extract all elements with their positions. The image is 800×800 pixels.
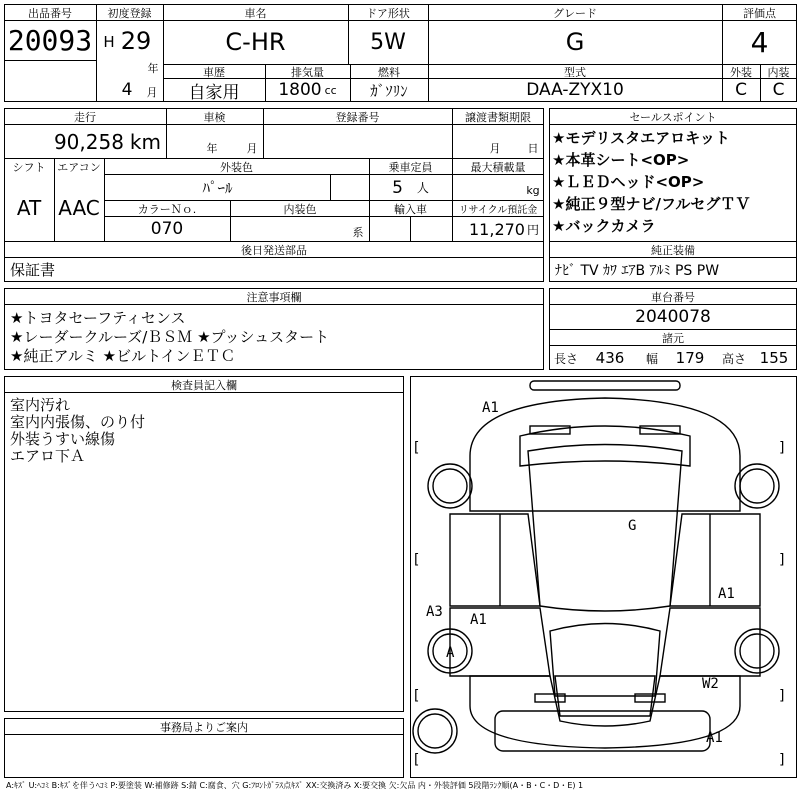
sales-points-label: セールスポイント — [550, 109, 796, 124]
max-load-unit: kg — [524, 182, 542, 198]
model: DAA-ZYX10 — [526, 80, 624, 100]
specs-label: 諸元 — [550, 330, 796, 345]
equipment: ﾅﾋﾞ TV ｶﾜ ｴｱB ｱﾙﾐ PS PW — [555, 262, 720, 279]
model-label: 型式 — [429, 65, 721, 78]
sales-point-1: ★モデリスタエアロキット — [552, 129, 730, 147]
month-unit: 月 — [144, 84, 160, 100]
mileage-unit: km — [129, 129, 161, 154]
inspector-line-2: 室内内張傷、のり付 — [10, 413, 146, 431]
notes-label: 注意事項欄 — [5, 289, 543, 304]
color-no: 070 — [150, 219, 184, 239]
sales-point-2: ★本革シート<OP> — [552, 151, 690, 169]
legend: A:ｷｽﾞ U:ﾍｺﾐ B:ｷｽﾞを伴うﾍｺﾐ P:要塗装 W:補修跡 S:錆 C:腐食、穴 G:ﾌﾛﾝﾄｶﾞﾗｽ点ｷｽﾞ XX:交換済み X:要交換 欠:欠品 内・外装評価 5段階ﾗﾝｸ順(A・B・C・D・E) 1 — [6, 781, 584, 790]
note-line-3: ★純正アルミ ★ビルトインＥＴＣ — [10, 347, 236, 365]
capacity — [370, 175, 451, 200]
chassis-no: 2040078 — [635, 307, 711, 327]
car-diagram-svg — [410, 376, 797, 778]
lot-no-label: 出品番号 — [5, 5, 95, 20]
inspection-year-unit: 年 — [206, 142, 218, 155]
bracket-left-bottom: [ — [412, 752, 421, 768]
displacement — [266, 79, 349, 101]
equipment-label: 純正装備 — [550, 242, 796, 257]
ac-label: エアコン — [55, 159, 103, 174]
bracket-left-front: [ — [412, 440, 421, 456]
fuel-label: 燃料 — [351, 65, 427, 78]
transfer-month-unit: 月 — [489, 142, 501, 155]
mileage — [5, 125, 165, 158]
damage-mark-rear-bumper: A1 — [706, 730, 723, 746]
displacement-label: 排気量 — [266, 65, 349, 78]
interior-score: C — [772, 80, 785, 100]
after-parts: 保証書 — [10, 261, 56, 279]
score: 4 — [750, 25, 769, 59]
recycle-label: リサイクル預託金 — [453, 201, 543, 216]
damage-mark-right-rear-door: A1 — [718, 586, 735, 602]
lot-no: 20093 — [7, 24, 93, 57]
office-label: 事務局よりご案内 — [5, 719, 403, 734]
max-load-label: 最大積載量 — [453, 159, 543, 174]
mileage-label: 走行 — [5, 109, 165, 124]
chassis-label: 車台番号 — [550, 289, 796, 304]
capacity-unit: 人 — [416, 181, 429, 195]
history: 自家用 — [188, 82, 240, 101]
height: 155 — [759, 349, 789, 367]
length: 436 — [595, 349, 625, 367]
grade: G — [565, 28, 585, 56]
bracket-left-rear: [ — [412, 688, 421, 704]
mileage-value: 90,258 — [53, 129, 124, 154]
shift: AT — [16, 196, 42, 220]
reg-no-label: 登録番号 — [264, 109, 451, 124]
car-name-label: 車名 — [164, 5, 347, 20]
color-no-label: カラーＮｏ. — [105, 201, 229, 216]
ext-color-label: 外装色 — [105, 159, 368, 174]
door-label: ドア形状 — [349, 5, 427, 20]
recycle-unit: 円 — [526, 222, 539, 237]
capacity-value: 5 — [392, 177, 403, 198]
ext-color: ﾊﾟｰﾙ — [202, 179, 233, 197]
sales-point-4: ★純正９型ナビ/フルセグＴＶ — [552, 195, 751, 213]
car-name: C-HR — [225, 28, 286, 56]
reg-month: 4 — [121, 80, 133, 100]
damage-mark-left-rear-door: A1 — [470, 612, 487, 628]
inspector-line-4: エアロ下Ａ — [10, 447, 86, 465]
damage-mark-right-rear-quarter: W2 — [702, 676, 719, 692]
exterior-label: 外装 — [723, 65, 759, 78]
transfer-label: 譲渡書類期限 — [453, 109, 543, 124]
grade-label: グレード — [429, 5, 721, 20]
bracket-left-mid: [ — [412, 552, 421, 568]
fuel: ｶﾞｿﾘﾝ — [370, 81, 408, 100]
inspector-label: 検査員記入欄 — [5, 377, 403, 392]
recycle-value: 11,270 — [469, 219, 525, 239]
capacity-label: 乗車定員 — [370, 159, 451, 174]
width-label: 幅 — [645, 351, 658, 366]
int-color-unit: 系 — [350, 224, 366, 240]
inspector-line-1: 室内汚れ — [10, 396, 71, 414]
bracket-right-bottom: ] — [778, 752, 787, 768]
import-label: 輸入車 — [370, 201, 451, 216]
damage-mark-windshield: G — [628, 518, 637, 534]
inspection-label: 車検 — [167, 109, 262, 124]
first-reg-label: 初度登録 — [97, 5, 162, 20]
door-type: 5W — [370, 29, 406, 55]
inspection-month-unit: 月 — [246, 142, 258, 155]
recycle-fee — [453, 217, 543, 241]
height-label: 高さ — [721, 351, 746, 366]
damage-mark-left-rear-wheel: A — [446, 645, 455, 661]
score-label: 評価点 — [723, 5, 796, 20]
exterior-score: C — [735, 80, 747, 100]
shift-label: シフト — [5, 159, 53, 174]
bracket-right-rear: ] — [778, 688, 787, 704]
after-parts-label: 後日発送部品 — [5, 242, 543, 257]
damage-mark-front: A1 — [482, 400, 499, 416]
note-line-1: ★トヨタセーフティセンス — [10, 309, 186, 327]
inspector-line-3: 外装うすい線傷 — [10, 430, 116, 448]
era: H — [103, 33, 115, 51]
sales-point-5: ★バックカメラ — [552, 217, 656, 235]
int-color-label: 内装色 — [231, 201, 369, 216]
history-label: 車歴 — [164, 65, 264, 78]
bracket-right-mid: ] — [778, 552, 787, 568]
reg-year: 29 — [120, 27, 152, 55]
displacement-value: 1800 — [278, 80, 322, 100]
aircon: AAC — [58, 196, 100, 220]
note-line-2: ★レーダークルーズ/ＢＳＭ ★プッシュスタート — [10, 328, 330, 346]
interior-label: 内装 — [761, 65, 796, 78]
transfer-day-unit: 日 — [527, 142, 539, 155]
damage-mark-left-rocker: A3 — [426, 604, 443, 620]
length-label: 長さ — [554, 351, 578, 366]
year-unit: 年 — [145, 60, 161, 76]
width: 179 — [675, 349, 705, 367]
bracket-right-front: ] — [778, 440, 787, 456]
displacement-unit: cc — [324, 83, 337, 97]
sales-point-3: ★ＬＥＤヘッド<OP> — [552, 173, 705, 191]
